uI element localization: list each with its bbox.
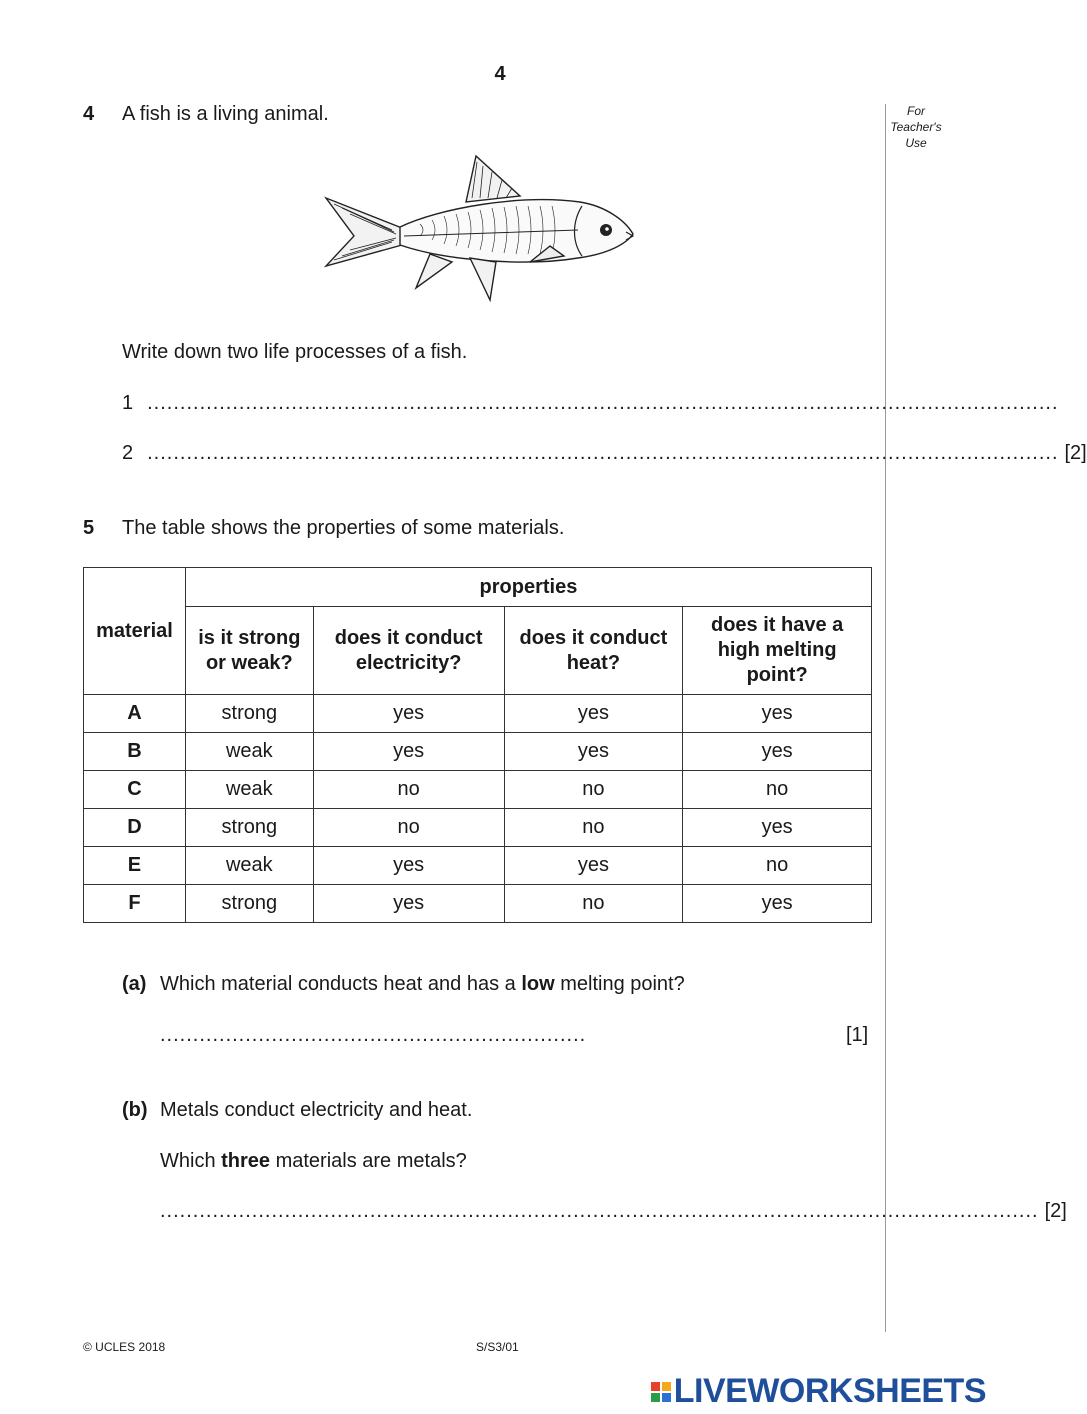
table-row bbox=[84, 695, 872, 733]
table-row bbox=[84, 809, 872, 847]
question-4-prompt: Write down two life processes of a fish. bbox=[122, 341, 468, 363]
brand-name: LIVEWORKSHEETS bbox=[673, 1372, 986, 1410]
answer-line-1[interactable]: 1 ........................................................................................................................................... bbox=[122, 392, 1059, 414]
table-cell: weak bbox=[185, 771, 313, 809]
material-cell: C bbox=[84, 771, 186, 809]
table-cell: strong bbox=[185, 885, 313, 923]
part-a-label: (a) bbox=[122, 973, 147, 995]
table-cell: yes bbox=[504, 695, 683, 733]
marks-label: [1] bbox=[846, 1024, 869, 1046]
table-cell: yes bbox=[313, 695, 504, 733]
properties-header: properties bbox=[185, 568, 871, 607]
table-cell: no bbox=[313, 771, 504, 809]
table-row bbox=[84, 885, 872, 923]
material-cell: B bbox=[84, 733, 186, 771]
table-cell: yes bbox=[313, 733, 504, 771]
table-cell: no bbox=[313, 809, 504, 847]
table-cell: yes bbox=[504, 847, 683, 885]
answer-line-number: 1 bbox=[122, 392, 134, 414]
table-cell: yes bbox=[683, 809, 872, 847]
table-cell: yes bbox=[683, 695, 872, 733]
margin-divider bbox=[885, 104, 886, 1332]
table-cell: no bbox=[504, 885, 683, 923]
table-cell: weak bbox=[185, 733, 313, 771]
table-cell: strong bbox=[185, 695, 313, 733]
table-row bbox=[84, 733, 872, 771]
column-header: does it have a high melting point? bbox=[683, 607, 872, 695]
table-cell: yes bbox=[313, 847, 504, 885]
question-4-intro: A fish is a living animal. bbox=[122, 103, 329, 125]
question-4-number: 4 bbox=[83, 103, 95, 125]
material-cell: E bbox=[84, 847, 186, 885]
paper-code: S/S3/01 bbox=[476, 1340, 519, 1354]
table-cell: yes bbox=[683, 885, 872, 923]
table-cell: no bbox=[504, 771, 683, 809]
table-cell: no bbox=[504, 809, 683, 847]
part-b-question: Which three materials are metals? bbox=[160, 1150, 467, 1172]
answer-line-a[interactable]: ................................................................. bbox=[160, 1024, 587, 1046]
column-header: does it conduct heat? bbox=[504, 607, 683, 695]
copyright-text: © UCLES 2018 bbox=[83, 1340, 166, 1354]
liveworksheets-brand bbox=[651, 1372, 986, 1411]
marks-label: [2] bbox=[1064, 442, 1087, 464]
part-b-statement: Metals conduct electricity and heat. bbox=[160, 1099, 473, 1121]
question-5-number: 5 bbox=[83, 517, 95, 539]
table-cell: yes bbox=[504, 733, 683, 771]
part-a-question: Which material conducts heat and has a low melting point? bbox=[160, 973, 685, 995]
page-number: 4 bbox=[494, 63, 506, 85]
table-cell: strong bbox=[185, 809, 313, 847]
material-cell: D bbox=[84, 809, 186, 847]
column-header: does it conduct electricity? bbox=[313, 607, 504, 695]
table-row bbox=[84, 847, 872, 885]
part-b-label: (b) bbox=[122, 1099, 148, 1121]
table-row bbox=[84, 771, 872, 809]
liveworksheets-logo-icon bbox=[651, 1382, 671, 1402]
answer-line-number: 2 bbox=[122, 442, 134, 464]
teacher-use-label: For Teacher's Use bbox=[890, 104, 942, 150]
material-cell: F bbox=[84, 885, 186, 923]
answer-line-2[interactable]: 2 ........................................................................................................................................... [2] bbox=[122, 442, 1087, 464]
table-cell: no bbox=[683, 847, 872, 885]
column-header: is it strong or weak? bbox=[185, 607, 313, 695]
marks-label: [2] bbox=[1044, 1200, 1067, 1222]
question-5-intro: The table shows the properties of some materials. bbox=[122, 517, 565, 539]
table-cell: yes bbox=[683, 733, 872, 771]
fish-illustration bbox=[320, 150, 640, 308]
materials-table bbox=[83, 567, 872, 923]
table-cell: weak bbox=[185, 847, 313, 885]
material-header: material bbox=[84, 568, 186, 695]
answer-line-b[interactable]: ...................................................................................................................................... [2] bbox=[160, 1200, 1067, 1222]
table-cell: no bbox=[683, 771, 872, 809]
material-cell: A bbox=[84, 695, 186, 733]
table-cell: yes bbox=[313, 885, 504, 923]
